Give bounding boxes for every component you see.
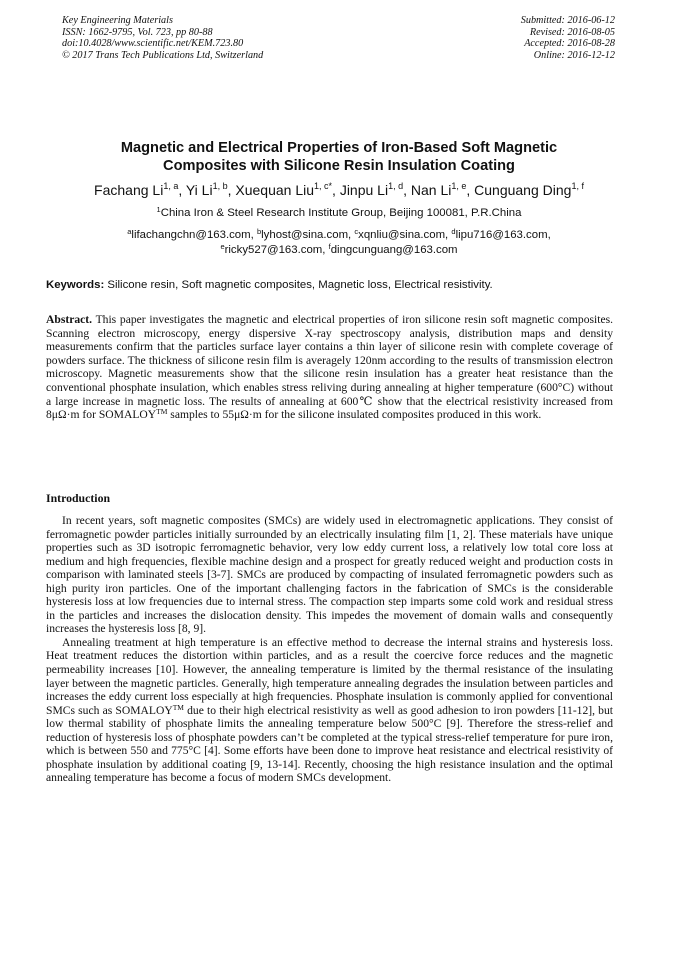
affiliation-text: China Iron & Steel Research Institute Group, Beijing 100081, P.R.China [160,207,522,219]
introduction-paragraph-2 [46,636,613,785]
email-sup-b: b [256,227,262,236]
email-e[interactable]: ricky527@163.com, [224,243,326,256]
author-separator: , [403,182,411,198]
abstract-label: Abstract. [46,313,93,326]
author-affil-sup: 1, f [571,181,584,191]
author-separator: , [332,182,340,198]
accepted-date: Accepted: 2016-08-28 [524,38,615,50]
paper-title [40,139,638,175]
author-affil-sup: 1, d [388,181,404,191]
email-sup-c: c [354,227,359,236]
abstract-text-end: samples to 55μΩ·m for the silicone insulated composites produced in this work. [167,408,542,422]
email-sup-f: f [328,241,331,251]
trademark-sup: TM [156,407,168,417]
introduction-paragraph-1: In recent years, soft magnetic composites (SMCs) are widely used in electromagnetic applications. They consist of ferromagnetic powder particles initially surrounded by an electrically insulating film [1, 2]. These materials have unique properties such as 3D isotropic ferromagnetic behavior, very low eddy current loss, a relatively low total core loss at medium and high frequencies, flexible machine design and a prospect for greatly reduced weight and production costs in comparison with laminated steels [3-7]. SMCs are produced by compacting of insulated ferromagnetic powders such as high purity iron particles. One of the important challenging factors in the fabrication of SMCs is the considerable hysteresis loss at low frequencies due to internal stress. The compaction step imparts some cold work and residual stress in the particles and increases the dislocation density. This impedes the movement of domain walls and consequently increases the hysteresis loss [8, 9]. [46,514,613,636]
email-f[interactable]: dingcunguang@163.com [330,243,458,256]
keywords-text: Silicone resin, Soft magnetic composites, Magnetic loss, Electrical resistivity. [104,279,493,291]
author-affil-sup: 1, c* [314,181,333,191]
emails-line-1 [40,228,638,243]
email-a[interactable]: lifachangchn@163.com, [131,229,254,241]
author-name: Fachang Li [94,182,164,198]
email-d[interactable]: lipu716@163.com, [455,229,551,241]
affiliation-sup: 1 [156,205,161,214]
author-name: Xuequan Liu [235,182,315,198]
author-name: Cunguang Ding [474,182,572,198]
issn-line: ISSN: 1662-9795, Vol. 723, pp 80-88 [62,26,213,38]
emails-line-2 [40,243,638,258]
keywords-label: Keywords: [46,279,105,291]
author-name: Nan Li [410,182,452,198]
author-name: Yi Li [185,182,213,198]
title-line-2: Composites with Silicone Resin Insulation Coating [163,158,515,174]
journal-name: Key Engineering Materials [62,15,173,26]
author-emails [40,228,638,257]
title-line-1: Magnetic and Electrical Properties of Iron-Based Soft Magnetic [120,140,558,156]
paragraph-2-text: Annealing treatment at high temperature is an effective method to decrease the internal strains and hysteresis loss. Heat treatment reduces the distortion within particles, and as a result the coercive force reduces and the magnetic permeability increases [10]. However, the annealing temperature is limited by the thermal resistance of the insulating layer between the magnetic particles. Generally, high temperature annealing degrades the insulation between particles and increases the eddy current loss especially at high frequencies. Phosphate insulation is commonly applied for conventional SMCs such as SOMALOY [46,635,613,717]
email-sup-e: e [220,241,225,251]
author-list [20,181,658,199]
submitted-date: Submitted: 2016-06-12 [520,15,615,26]
author-separator: , [466,182,475,198]
author-separator: , [227,182,236,198]
abstract-text: This paper investigates the magnetic and electrical properties of iron silicone resin soft magnetic composites. Scanning electron microscopy, energy dispersive X-ray spectroscopy analysis, distribution maps and density measurements confirm that the particles surface layer contains a thin layer of silicone resin with complete coverage of powders surface. The thickness of silicone resin film is averagely 120nm according to the results of transmission electron microscopy. Magnetic measurements show that the silicone resin insulation has a greater heat resistance than the conventional phosphate insulation, which enables stress reliving during annealing at higher temperature (600°C) without a large increase in magnetic loss. The results of annealing at 600℃ show that the electrical resistivity increased from 8μΩ·m for SOMALOY [46,313,613,422]
email-sup-a: a [127,227,132,236]
introduction-body [46,514,613,785]
author-affil-sup: 1, a [163,181,179,191]
revised-date: Revised: 2016-08-05 [529,26,615,38]
keywords [46,278,626,292]
author-affil-sup: 1, b [212,181,228,191]
online-date: Online: 2016-12-12 [533,49,615,61]
paragraph-2-text-end: due to their high electrical resistivity as well as good adhesion to iron powders [11-12], but low thermal stability of phosphate limits the annealing temperature below 500°C [9]. Therefore the stress-relief and reduction of hysteresis loss of phosphate powders can’t be completed at the typical stress-relief temperature for pure iron, which is between 550 and 775°C [4]. Some efforts have been done to improve heat resistance and electrical resistivity of phosphate insulation by additional coating [9, 13-14]. Recently, choosing the high resistance insulation and the optimal annealing temperature has become a focus of modern SMCs development. [46,703,613,785]
affiliation [20,206,658,220]
author-separator: , [178,182,186,198]
introduction-heading: Introduction [46,491,111,505]
doi-line[interactable]: doi:10.4028/www.scientific.net/KEM.723.80 [62,38,244,50]
copyright-line: © 2017 Trans Tech Publications Ltd, Switzerland [62,49,264,61]
abstract [46,313,613,422]
email-sup-d: d [451,227,456,236]
author-name: Jinpu Li [339,182,389,198]
email-c[interactable]: xqnliu@sina.com, [358,229,449,241]
journal-info [62,15,263,61]
publication-dates [521,15,615,61]
trademark-sup: TM [172,702,184,712]
email-b[interactable]: lyhost@sina.com, [261,229,352,241]
author-affil-sup: 1, e [451,181,467,191]
